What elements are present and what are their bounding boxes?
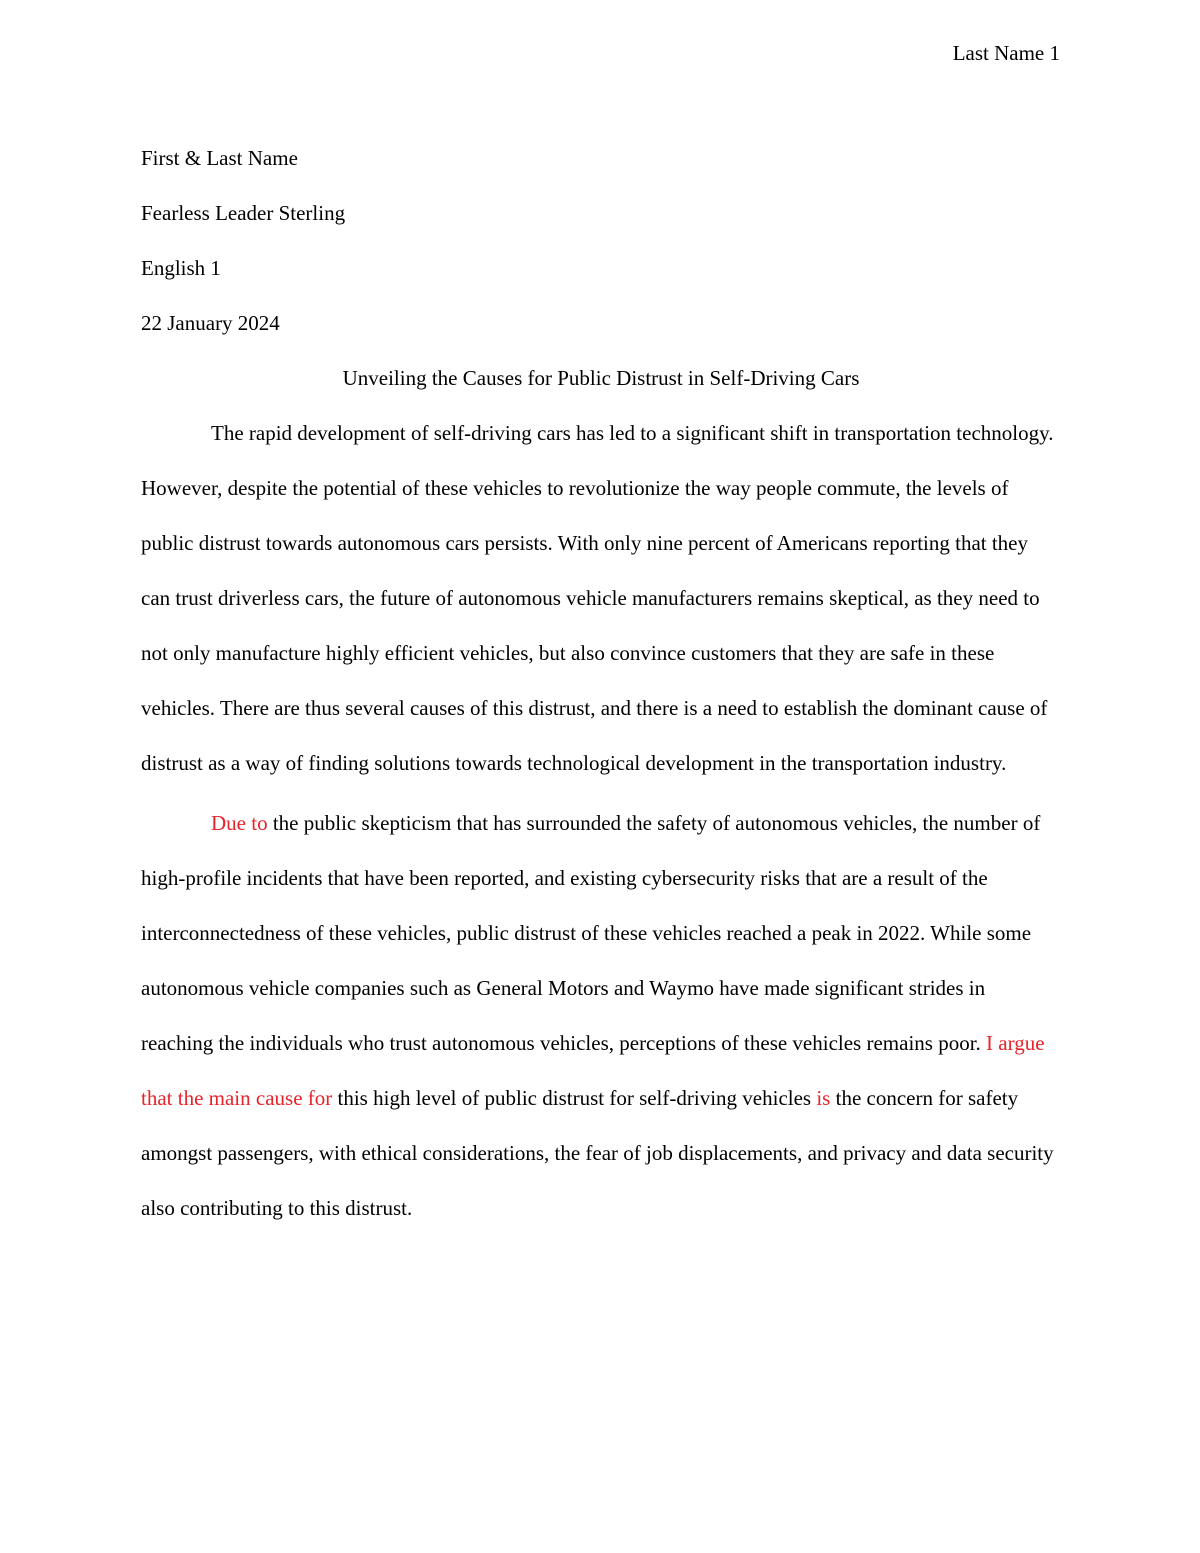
essay-title: Unveiling the Causes for Public Distrust in Self-Driving Cars <box>342 366 860 390</box>
document-body <box>141 131 1061 1236</box>
paragraph-text: this high level of public distrust for self-driving vehicles <box>332 1086 817 1110</box>
running-head: Last Name 1 <box>952 41 1060 65</box>
highlighted-phrase: I argue that the main cause for <box>141 1031 1045 1110</box>
highlighted-phrase: is <box>816 1086 831 1110</box>
course-name: English 1 <box>141 256 221 280</box>
instructor-name: Fearless Leader Sterling <box>141 201 346 225</box>
author-name: First & Last Name <box>141 146 298 170</box>
paragraph-thesis <box>141 796 1061 1236</box>
highlighted-phrase: Due to <box>211 811 268 835</box>
paragraph-intro: The rapid development of self-driving cars has led to a significant shift in transportation technology. However, despite the potential of these vehicles to revolutionize the way people commute, the levels of public distrust towards autonomous cars persists. With only nine percent of Americans reporting that they can trust driverless cars, the future of autonomous vehicle manufacturers remains skeptical, as they need to not only manufacture highly efficient vehicles, but also convince customers that they are safe in these vehicles. There are thus several causes of this distrust, and there is a need to establish the dominant cause of distrust as a way of finding solutions towards technological development in the transportation industry. <box>141 421 1054 775</box>
paragraph-text: the public skepticism that has surrounded the safety of autonomous vehicles, the number of high-profile incidents that have been reported, and existing cybersecurity risks that are a result of the interconnectedness of these vehicles, public distrust of these vehicles reached a peak in 2022. While some autonomous vehicle companies such as General Motors and Waymo have made significant strides in reaching the individuals who trust autonomous vehicles, perceptions of these vehicles remains poor. <box>141 811 1041 1055</box>
paragraph-text: the concern for safety amongst passengers, with ethical considerations, the fear of job displacements, and privacy and data security also contributing to this distrust. <box>141 1086 1054 1220</box>
essay-date: 22 January 2024 <box>141 311 280 335</box>
